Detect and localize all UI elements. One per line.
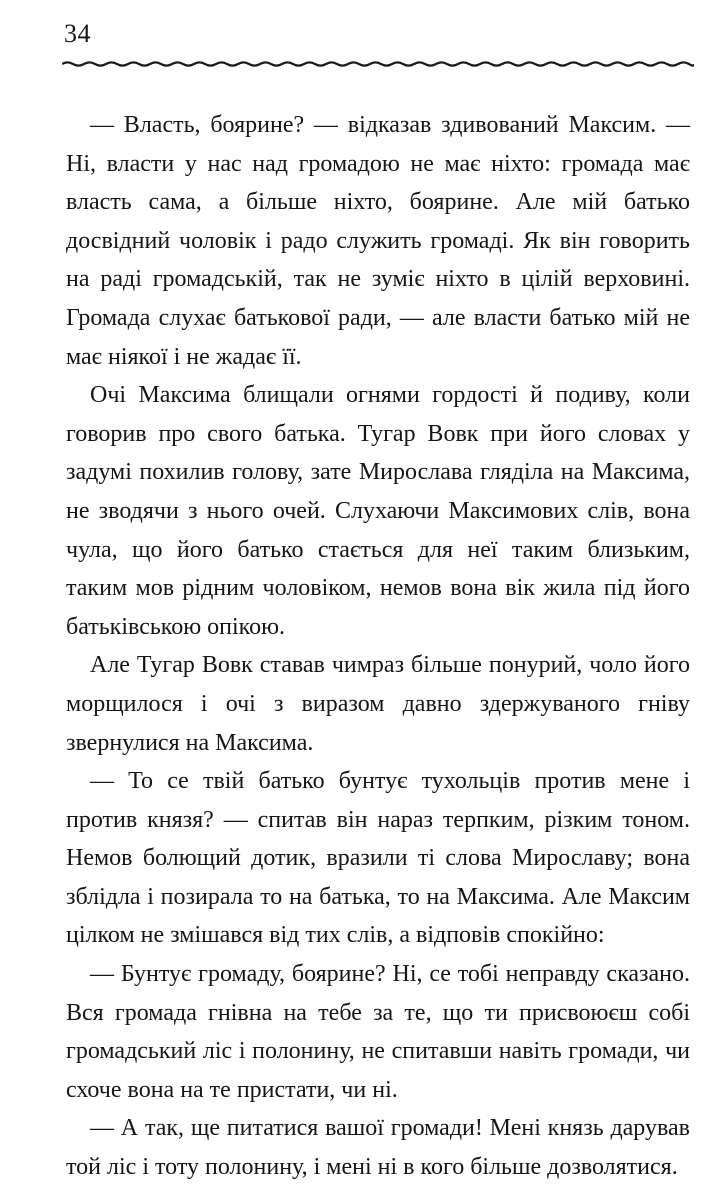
- wavy-divider: [62, 56, 694, 72]
- paragraph: — Власть, боярине? — відказав здивований Максим. — Ні, власти у нас над громадою не має ніхто: громада має власть сама, а більше ніхто, боярине. Але мій батько досвідний чоловік і радо служить громаді. Як він говорить на раді громадській, так не зуміє ніхто в цілій верховині. Громада слухає батькової ради, — але власти батько мій не має ніякої і не жадає її.: [66, 112, 690, 370]
- body-text: [66, 106, 690, 1187]
- paragraph: — Бунтує громаду, боярине? Ні, се тобі неправду сказано. Вся громада гнівна на тебе за те, що ти присвоюєш собі громадський ліс і полонину, не спитавши навіть громади, чи схоче вона на те пристати, чи ні.: [66, 961, 690, 1103]
- paragraph: — То се твій батько бунтує тухольців против мене і против князя? — спитав він нараз терпким, різким тоном. Немов болющий дотик, вразили ті слова Мирославу; вона зблідла і позирала то на батька, то на Максима. Але Максим цілком не змішався від тих слів, а відповів спокійно:: [66, 768, 690, 949]
- paragraph: — А так, ще питатися вашої громади! Мені князь дарував той ліс і тоту полонину, і мені ні в кого більше дозволятися.: [66, 1115, 690, 1181]
- page-number: 34: [64, 19, 91, 48]
- paragraph: Але Тугар Вовк ставав чимраз більше понурий, чоло його морщилося і очі з виразом давно здержуваного гніву звернулися на Максима.: [66, 652, 690, 756]
- paragraph: Очі Максима блищали огнями гордості й подиву, коли говорив про свого батька. Тугар Вовк при його словах у задумі похилив голову, зате Мирослава гляділа на Максима, не зводячи з нього очей. Слухаючи Максимових слів, вона чула, що його батько стається для неї таким близьким, таким мов рідним чоловіком, немов вона вік жила під його батьківською опікою.: [66, 382, 690, 640]
